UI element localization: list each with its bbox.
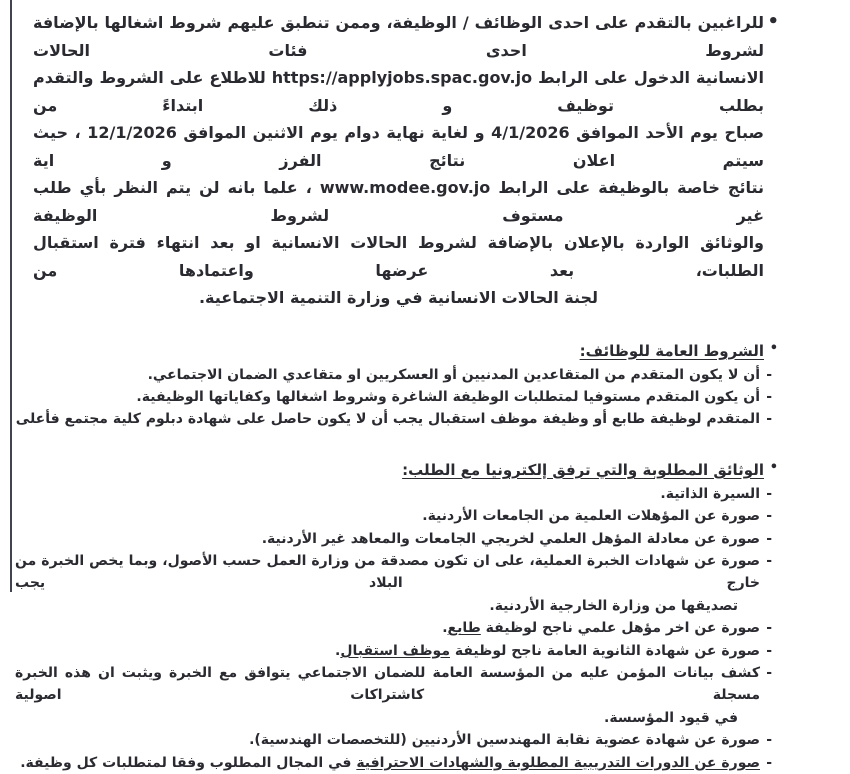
intro-paragraph bbox=[33, 9, 779, 312]
intro-line-last: لجنة الحالات الانسانية في وزارة التنمية الاجتماعية. bbox=[198, 288, 599, 307]
page-border-line bbox=[10, 0, 12, 592]
list-item-text: المتقدم لوظيفة طابع أو وظيفة موظف استقبال يجب أن لا يكون حاصل على شهادة دبلوم كلية مجتمع فأعلى bbox=[15, 411, 760, 428]
dash-marker-icon: - bbox=[766, 411, 772, 428]
bullet-marker-icon: • bbox=[769, 340, 778, 356]
required-documents-heading bbox=[15, 459, 778, 481]
list-item-experience bbox=[15, 550, 772, 617]
dash-marker-icon: - bbox=[766, 388, 772, 405]
intro-line: صباح يوم الأحد الموافق 4/1/2026 و لغاية نهاية دوام يوم الاثنين الموافق 12/1/2026 ، حيث سيتم اعلان نتائج الفرز و اية bbox=[33, 123, 765, 170]
intro-line: نتائج خاصة بالوظيفة على الرابط www.modee.gov.jo ، علما بانه لن يتم النظر بأي طلب غير مستوف لشروط الوظيفة bbox=[33, 178, 764, 225]
dash-marker-icon: - bbox=[766, 366, 772, 383]
list-item-text-continuation: تصديقها من وزارة الخارجية الأردنية. bbox=[489, 597, 738, 614]
list-item-text: كشف بيانات المؤمن عليه من المؤسسة العامة للضمان الاجتماعي يتوافق مع الخبرة ويثبت ان هذه الخبرة مسجلة كاشتراكات اصولية bbox=[15, 664, 760, 704]
dash-marker-icon: - bbox=[766, 508, 772, 525]
required-documents-list bbox=[15, 483, 772, 774]
document-content bbox=[15, 0, 779, 771]
list-item-text: أن لا يكون المتقدم من المتقاعدين المدنيين أو العسكريين او متقاعدي الضمان الاجتماعي. bbox=[147, 366, 760, 383]
dash-marker-icon: - bbox=[766, 732, 772, 749]
dash-marker-icon: - bbox=[766, 552, 772, 569]
list-item-text: صورة عن شهادات الخبرة العملية، على ان تكون مصدقة من وزارة العمل حسب الأصول، وبما يخص الخبرة من خارج البلاد يجب bbox=[15, 552, 760, 592]
list-item-qualifications bbox=[15, 505, 772, 527]
general-conditions-heading bbox=[15, 340, 778, 362]
list-item-typist bbox=[15, 617, 772, 639]
list-item-social-security bbox=[15, 662, 772, 729]
list-item bbox=[15, 364, 772, 386]
list-item-text: . bbox=[335, 642, 341, 659]
dash-marker-icon: - bbox=[766, 642, 772, 659]
list-item-engineers bbox=[15, 729, 772, 751]
list-item-text: أن يكون المتقدم مستوفيا لمتطلبات الوظيفة الشاغرة وشروط اشغالها وكفاياتها الوظيفية. bbox=[136, 388, 760, 405]
underlined-term: طابع bbox=[447, 620, 481, 637]
list-item-text: . bbox=[442, 620, 448, 637]
dash-marker-icon: - bbox=[766, 754, 772, 771]
list-item-text: صورة عن المؤهلات العلمية من الجامعات الأردنية. bbox=[422, 508, 760, 525]
list-item-equivalency bbox=[15, 528, 772, 550]
list-item-cv bbox=[15, 483, 772, 505]
dash-marker-icon: - bbox=[766, 620, 772, 637]
dash-marker-icon: - bbox=[766, 530, 772, 547]
heading-text: الشروط العامة للوظائف: bbox=[579, 341, 764, 360]
list-item bbox=[15, 408, 772, 430]
dash-marker-icon: - bbox=[766, 485, 772, 502]
intro-line: الانسانية الدخول على الرابط https://applyjobs.spac.gov.jo للاطلاع على الشروط والتقدم بطلب توظيف و ذلك ابتداءً من bbox=[33, 68, 764, 115]
list-item-receptionist bbox=[15, 640, 772, 662]
list-item-text: صورة عن شهادة عضوية نقابة المهندسين الأردنيين (للتخصصات الهندسية). bbox=[249, 732, 760, 749]
list-item-text: في المجال المطلوب وفقا لمتطلبات كل وظيفة. bbox=[20, 754, 357, 771]
underlined-term: موظف استقبال bbox=[340, 642, 450, 659]
list-item-text: صورة عن معادلة المؤهل العلمي لخريجي الجامعات والمعاهد غير الأردنية. bbox=[261, 530, 760, 547]
general-conditions-list bbox=[15, 364, 772, 431]
list-item-text: السيرة الذاتية. bbox=[660, 485, 760, 502]
list-item-text: صورة عن شهادة الثانوية العامة ناجح لوظيفة bbox=[449, 642, 760, 659]
bullet-marker-icon: • bbox=[769, 459, 778, 475]
list-item bbox=[15, 386, 772, 408]
list-item-text-continuation: في قيود المؤسسة. bbox=[604, 709, 738, 726]
intro-line: للراغبين بالتقدم على احدى الوظائف / الوظيفة، وممن تنطبق عليهم شروط اشغالها بالإضافة لشروط احدى فئات الحالات bbox=[33, 13, 764, 60]
intro-line: والوثائق الواردة بالإعلان بالإضافة لشروط الحالات الانسانية او بعد انتهاء فترة استقبال الطلبات، بعد عرضها واعتمادها من bbox=[33, 233, 764, 280]
underlined-term: صورة عن الدورات التدريبية المطلوبة والشهادات الاحترافية bbox=[356, 754, 760, 771]
bullet-marker-icon: • bbox=[767, 11, 779, 32]
list-item-courses bbox=[15, 752, 772, 774]
list-item-text: صورة عن اخر مؤهل علمي ناجح لوظيفة bbox=[480, 620, 760, 637]
dash-marker-icon: - bbox=[766, 664, 772, 681]
heading-text: الوثائق المطلوبة والتي ترفق إلكترونيا مع الطلب: bbox=[402, 460, 764, 479]
